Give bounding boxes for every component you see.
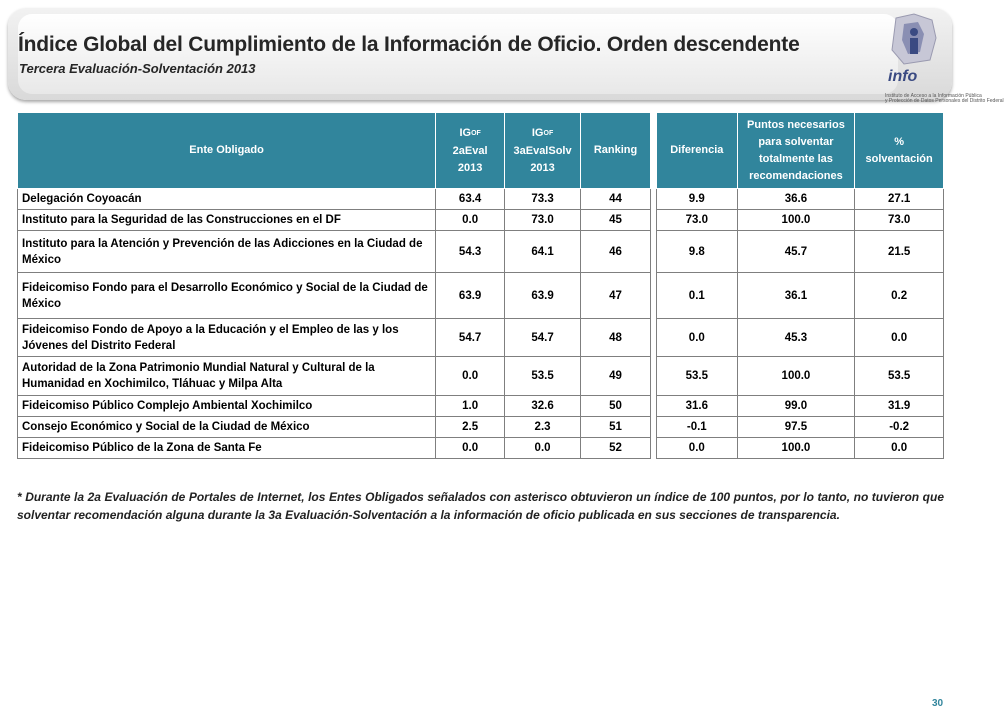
- dif-cell: -0.1: [657, 417, 738, 438]
- ente-cell: Instituto para la Atención y Prevención de las Adicciones en la Ciudad de México: [18, 231, 436, 273]
- solventacion-table: [656, 112, 944, 459]
- ig2-cell: 54.3: [436, 231, 505, 273]
- table-row: [18, 273, 651, 319]
- ente-cell: Consejo Económico y Social de la Ciudad de México: [18, 417, 436, 438]
- rank-cell: 45: [581, 210, 651, 231]
- col-header-ente: Ente Obligado: [18, 113, 436, 189]
- puntos-cell: 100.0: [737, 438, 855, 459]
- ig2-cell: 63.4: [436, 189, 505, 210]
- table-row: [18, 319, 651, 357]
- col-header-ig-2aeval: [436, 113, 505, 189]
- rank-cell: 51: [581, 417, 651, 438]
- dif-cell: 9.8: [657, 231, 738, 273]
- ig3-cell: 63.9: [505, 273, 581, 319]
- rank-cell: 44: [581, 189, 651, 210]
- rank-cell: 47: [581, 273, 651, 319]
- pct-cell: 73.0: [855, 210, 944, 231]
- ig-label: IG: [531, 126, 544, 139]
- ig3-cell: 2.3: [505, 417, 581, 438]
- page-title: Índice Global del Cumplimiento de la Información de Oficio. Orden descendente: [18, 33, 800, 56]
- dif-cell: 9.9: [657, 189, 738, 210]
- solventacion-table-header: [657, 113, 944, 189]
- puntos-cell: 99.0: [737, 396, 855, 417]
- puntos-cell: 36.1: [737, 273, 855, 319]
- table-row: [657, 438, 944, 459]
- dif-cell: 0.0: [657, 319, 738, 357]
- ig3-cell: 64.1: [505, 231, 581, 273]
- ig2-cell: 1.0: [436, 396, 505, 417]
- puntos-cell: 45.3: [737, 319, 855, 357]
- logo-caption: [885, 93, 1004, 104]
- ig-sub: OF: [543, 129, 554, 137]
- pct-cell: 21.5: [855, 231, 944, 273]
- ig-label: IG: [459, 126, 472, 139]
- col-header-diferencia: Diferencia: [657, 113, 738, 189]
- ente-cell: Fideicomiso Fondo de Apoyo a la Educación y el Empleo de las y los Jóvenes del Distrito Federal: [18, 319, 436, 357]
- rank-cell: 50: [581, 396, 651, 417]
- logo-caption-line-2: y Protección de Datos Personales del Distrito Federal: [885, 98, 1004, 104]
- pct-cell: 27.1: [855, 189, 944, 210]
- infodf-logo: [874, 12, 1004, 104]
- col-header-pct: [855, 113, 944, 189]
- ente-cell: Autoridad de la Zona Patrimonio Mundial Natural y Cultural de la Humanidad en Xochimilco, Tláhuac y Milpa Alta: [18, 357, 436, 396]
- footnote: * Durante la 2a Evaluación de Portales de Internet, los Entes Obligados señalados con asterisco obtuvieron un índice de 100 puntos, por lo tanto, no tuvieron que solventar recomendación alguna durante la 3a Evaluación-Solventación a la información de oficio publicada en sus secciones de transparencia.: [17, 490, 944, 522]
- table-row: [657, 189, 944, 210]
- table-row: [657, 273, 944, 319]
- pct-cell: -0.2: [855, 417, 944, 438]
- ranking-table-header: [18, 113, 651, 189]
- ig2-cell: 2.5: [436, 417, 505, 438]
- col-header-puntos: Puntos necesarios para solventar totalmente las recomendaciones: [737, 113, 855, 189]
- logo-emblem-icon: [874, 12, 954, 72]
- table-row: [18, 189, 651, 210]
- ranking-table: [17, 112, 651, 459]
- table-row: [18, 357, 651, 396]
- ig2-cell: 63.9: [436, 273, 505, 319]
- dif-cell: 31.6: [657, 396, 738, 417]
- ente-cell: Fideicomiso Público Complejo Ambiental Xochimilco: [18, 396, 436, 417]
- ente-cell: Fideicomiso Público de la Zona de Santa Fe: [18, 438, 436, 459]
- ig3-cell: 53.5: [505, 357, 581, 396]
- year-label: 2013: [457, 161, 483, 174]
- table-row: [657, 231, 944, 273]
- ig3-cell: 32.6: [505, 396, 581, 417]
- dif-cell: 53.5: [657, 357, 738, 396]
- pct-cell: 0.0: [855, 319, 944, 357]
- table-row: [657, 417, 944, 438]
- year-label: 2013: [530, 161, 555, 174]
- ig-sub: OF: [471, 129, 481, 137]
- puntos-cell: 36.6: [737, 189, 855, 210]
- table-row: [18, 396, 651, 417]
- pct-cell: 0.0: [855, 438, 944, 459]
- ig2-cell: 0.0: [436, 438, 505, 459]
- table-row: [18, 210, 651, 231]
- table-row: [18, 231, 651, 273]
- puntos-cell: 45.7: [737, 231, 855, 273]
- dif-cell: 0.0: [657, 438, 738, 459]
- ig3-cell: 73.0: [505, 210, 581, 231]
- ente-cell: Instituto para la Seguridad de las Construcciones en el DF: [18, 210, 436, 231]
- puntos-cell: 97.5: [737, 417, 855, 438]
- col-header-ig-3aevalsolv: [505, 113, 581, 189]
- rank-cell: 48: [581, 319, 651, 357]
- logo-text: info: [888, 68, 918, 85]
- pct-cell: 0.2: [855, 273, 944, 319]
- puntos-cell: 100.0: [737, 210, 855, 231]
- ig2-cell: 54.7: [436, 319, 505, 357]
- rank-cell: 46: [581, 231, 651, 273]
- ig3-cell: 54.7: [505, 319, 581, 357]
- ig3-cell: 73.3: [505, 189, 581, 210]
- table-row: [657, 357, 944, 396]
- logo-caption-line-1: Instituto de Acceso a la Información Pública: [885, 93, 982, 99]
- page-subtitle: Tercera Evaluación-Solventación 2013: [19, 61, 256, 76]
- col-header-ranking: Ranking: [581, 113, 651, 189]
- rank-cell: 52: [581, 438, 651, 459]
- dif-cell: 73.0: [657, 210, 738, 231]
- eval-label: 3aEvalSolv: [513, 144, 572, 157]
- ig2-cell: 0.0: [436, 357, 505, 396]
- eval-label: 2aEval: [452, 144, 488, 157]
- page-number: 30: [932, 698, 944, 709]
- ig2-cell: 0.0: [436, 210, 505, 231]
- table-row: [657, 396, 944, 417]
- puntos-cell: 100.0: [737, 357, 855, 396]
- ente-cell: Fideicomiso Fondo para el Desarrollo Económico y Social de la Ciudad de México: [18, 273, 436, 319]
- table-row: [657, 319, 944, 357]
- ig3-cell: 0.0: [505, 438, 581, 459]
- pct-label: solventación: [865, 152, 933, 165]
- pct-cell: 31.9: [855, 396, 944, 417]
- dif-cell: 0.1: [657, 273, 738, 319]
- table-row: [18, 417, 651, 438]
- ente-cell: Delegación Coyoacán: [18, 189, 436, 210]
- table-row: [18, 438, 651, 459]
- pct-symbol: %: [894, 135, 905, 148]
- table-row: [657, 210, 944, 231]
- rank-cell: 49: [581, 357, 651, 396]
- pct-cell: 53.5: [855, 357, 944, 396]
